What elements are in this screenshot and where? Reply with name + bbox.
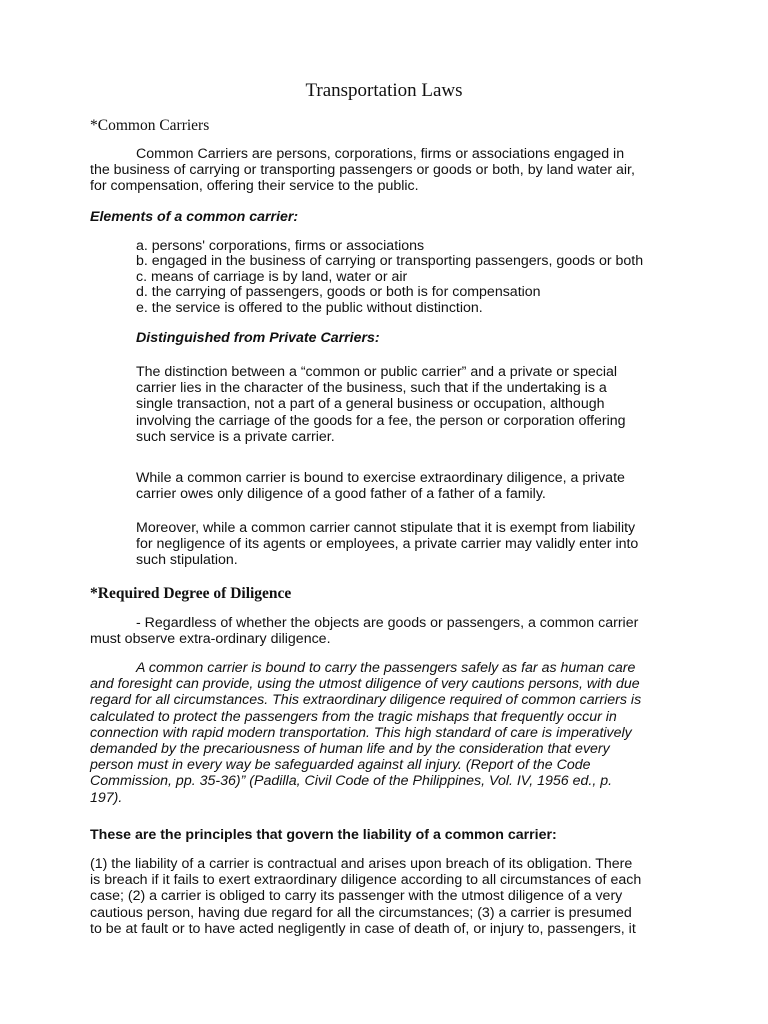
list-item: d. the carrying of passengers, goods or both is for compensation xyxy=(136,284,541,301)
paragraph-line: The distinction between a “common or public carrier” and a private or special xyxy=(136,364,618,380)
paragraph-line: carrier owes only diligence of a good father of a father of a family. xyxy=(136,486,546,503)
liability-contrast-paragraph xyxy=(136,520,676,569)
definition-line: for compensation, offering their service to the public. xyxy=(90,178,419,195)
distinguished-heading: Distinguished from Private Carriers: xyxy=(136,330,380,346)
paragraph-line: case; (2) a carrier is obliged to carry its passenger with the utmost diligence of a very xyxy=(90,888,623,905)
distinction-paragraph xyxy=(136,364,676,445)
principles-paragraph xyxy=(90,856,680,937)
quote-line: 197). xyxy=(90,789,123,806)
paragraph-line: must observe extra-ordinary diligence. xyxy=(90,631,331,648)
definition-line: the business of carrying or transporting passengers or goods or both, by land water air, xyxy=(90,162,635,179)
common-carrier-definition xyxy=(90,146,680,195)
code-commission-quote xyxy=(90,660,680,806)
definition-line: Common Carriers are persons, corporations, firms or associations engaged in xyxy=(136,146,625,162)
quote-line: demanded by the precariousness of human life and by the consideration that every xyxy=(90,741,610,758)
list-item: c. means of carriage is by land, water or air xyxy=(136,268,408,285)
paragraph-line: such service is a private carrier. xyxy=(136,428,335,445)
quote-line: and foresight can provide, using the utmost diligence of very cautions persons, with due xyxy=(90,676,640,693)
paragraph-line: Moreover, while a common carrier cannot stipulate that it is exempt from liability xyxy=(136,520,636,536)
paragraph-line: is breach if it fails to exert extraordinary diligence according to all circumstances of each xyxy=(90,872,642,889)
list-item: e. the service is offered to the public without distinction. xyxy=(136,299,483,316)
list-item: a. persons' corporations, firms or associations xyxy=(136,238,425,254)
paragraph-line: cautious person, having due regard for all the circumstances; (3) a carrier is presumed xyxy=(90,904,632,921)
quote-line: connection with rapid modern transportation. This high standard of care is imperatively xyxy=(90,724,632,741)
paragraph-line: to be at fault or to have acted negligently in case of death of, or injury to, passengers, it xyxy=(90,920,636,937)
paragraph-line: such stipulation. xyxy=(136,552,238,569)
paragraph-line: single transaction, not a part of a general business or occupation, although xyxy=(136,396,605,413)
paragraph-line: (1) the liability of a carrier is contractual and arises upon breach of its obligation. There xyxy=(90,856,633,872)
paragraph-line: - Regardless of whether the objects are goods or passengers, a common carrier xyxy=(136,615,639,631)
diligence-contrast-paragraph xyxy=(136,470,676,502)
principles-heading: These are the principles that govern the liability of a common carrier: xyxy=(90,827,557,843)
paragraph-line: While a common carrier is bound to exercise extraordinary diligence, a private xyxy=(136,470,625,486)
section-heading-common-carriers: *Common Carriers xyxy=(90,117,210,134)
elements-list xyxy=(136,239,643,316)
diligence-intro-paragraph xyxy=(90,615,680,647)
paragraph-line: carrier lies in the character of the business, such that if the undertaking is a xyxy=(136,380,607,397)
quote-line: Commission, pp. 35-36)” (Padilla, Civil Code of the Philippines, Vol. IV, 1956 ed., p. xyxy=(90,773,613,790)
quote-line: regard for all circumstances. This extraordinary diligence required of common carriers is xyxy=(90,692,642,709)
quote-line: A common carrier is bound to carry the passengers safely as far as human care xyxy=(136,660,636,676)
paragraph-line: involving the carriage of the goods for a fee, the person or corporation offering xyxy=(136,412,626,429)
elements-heading: Elements of a common carrier: xyxy=(90,209,299,225)
list-item: b. engaged in the business of carrying or transporting passengers, goods or both xyxy=(136,253,644,270)
quote-line: person must in every way be safeguarded against all injury. (Report of the Code xyxy=(90,757,591,774)
section-heading-required-diligence: *Required Degree of Diligence xyxy=(90,585,292,602)
paragraph-line: for negligence of its agents or employees, a private carrier may validly enter into xyxy=(136,536,639,553)
document-title: Transportation Laws xyxy=(305,80,463,101)
quote-line: calculated to protect the passengers from the tragic mishaps that frequently occur in xyxy=(90,708,617,725)
